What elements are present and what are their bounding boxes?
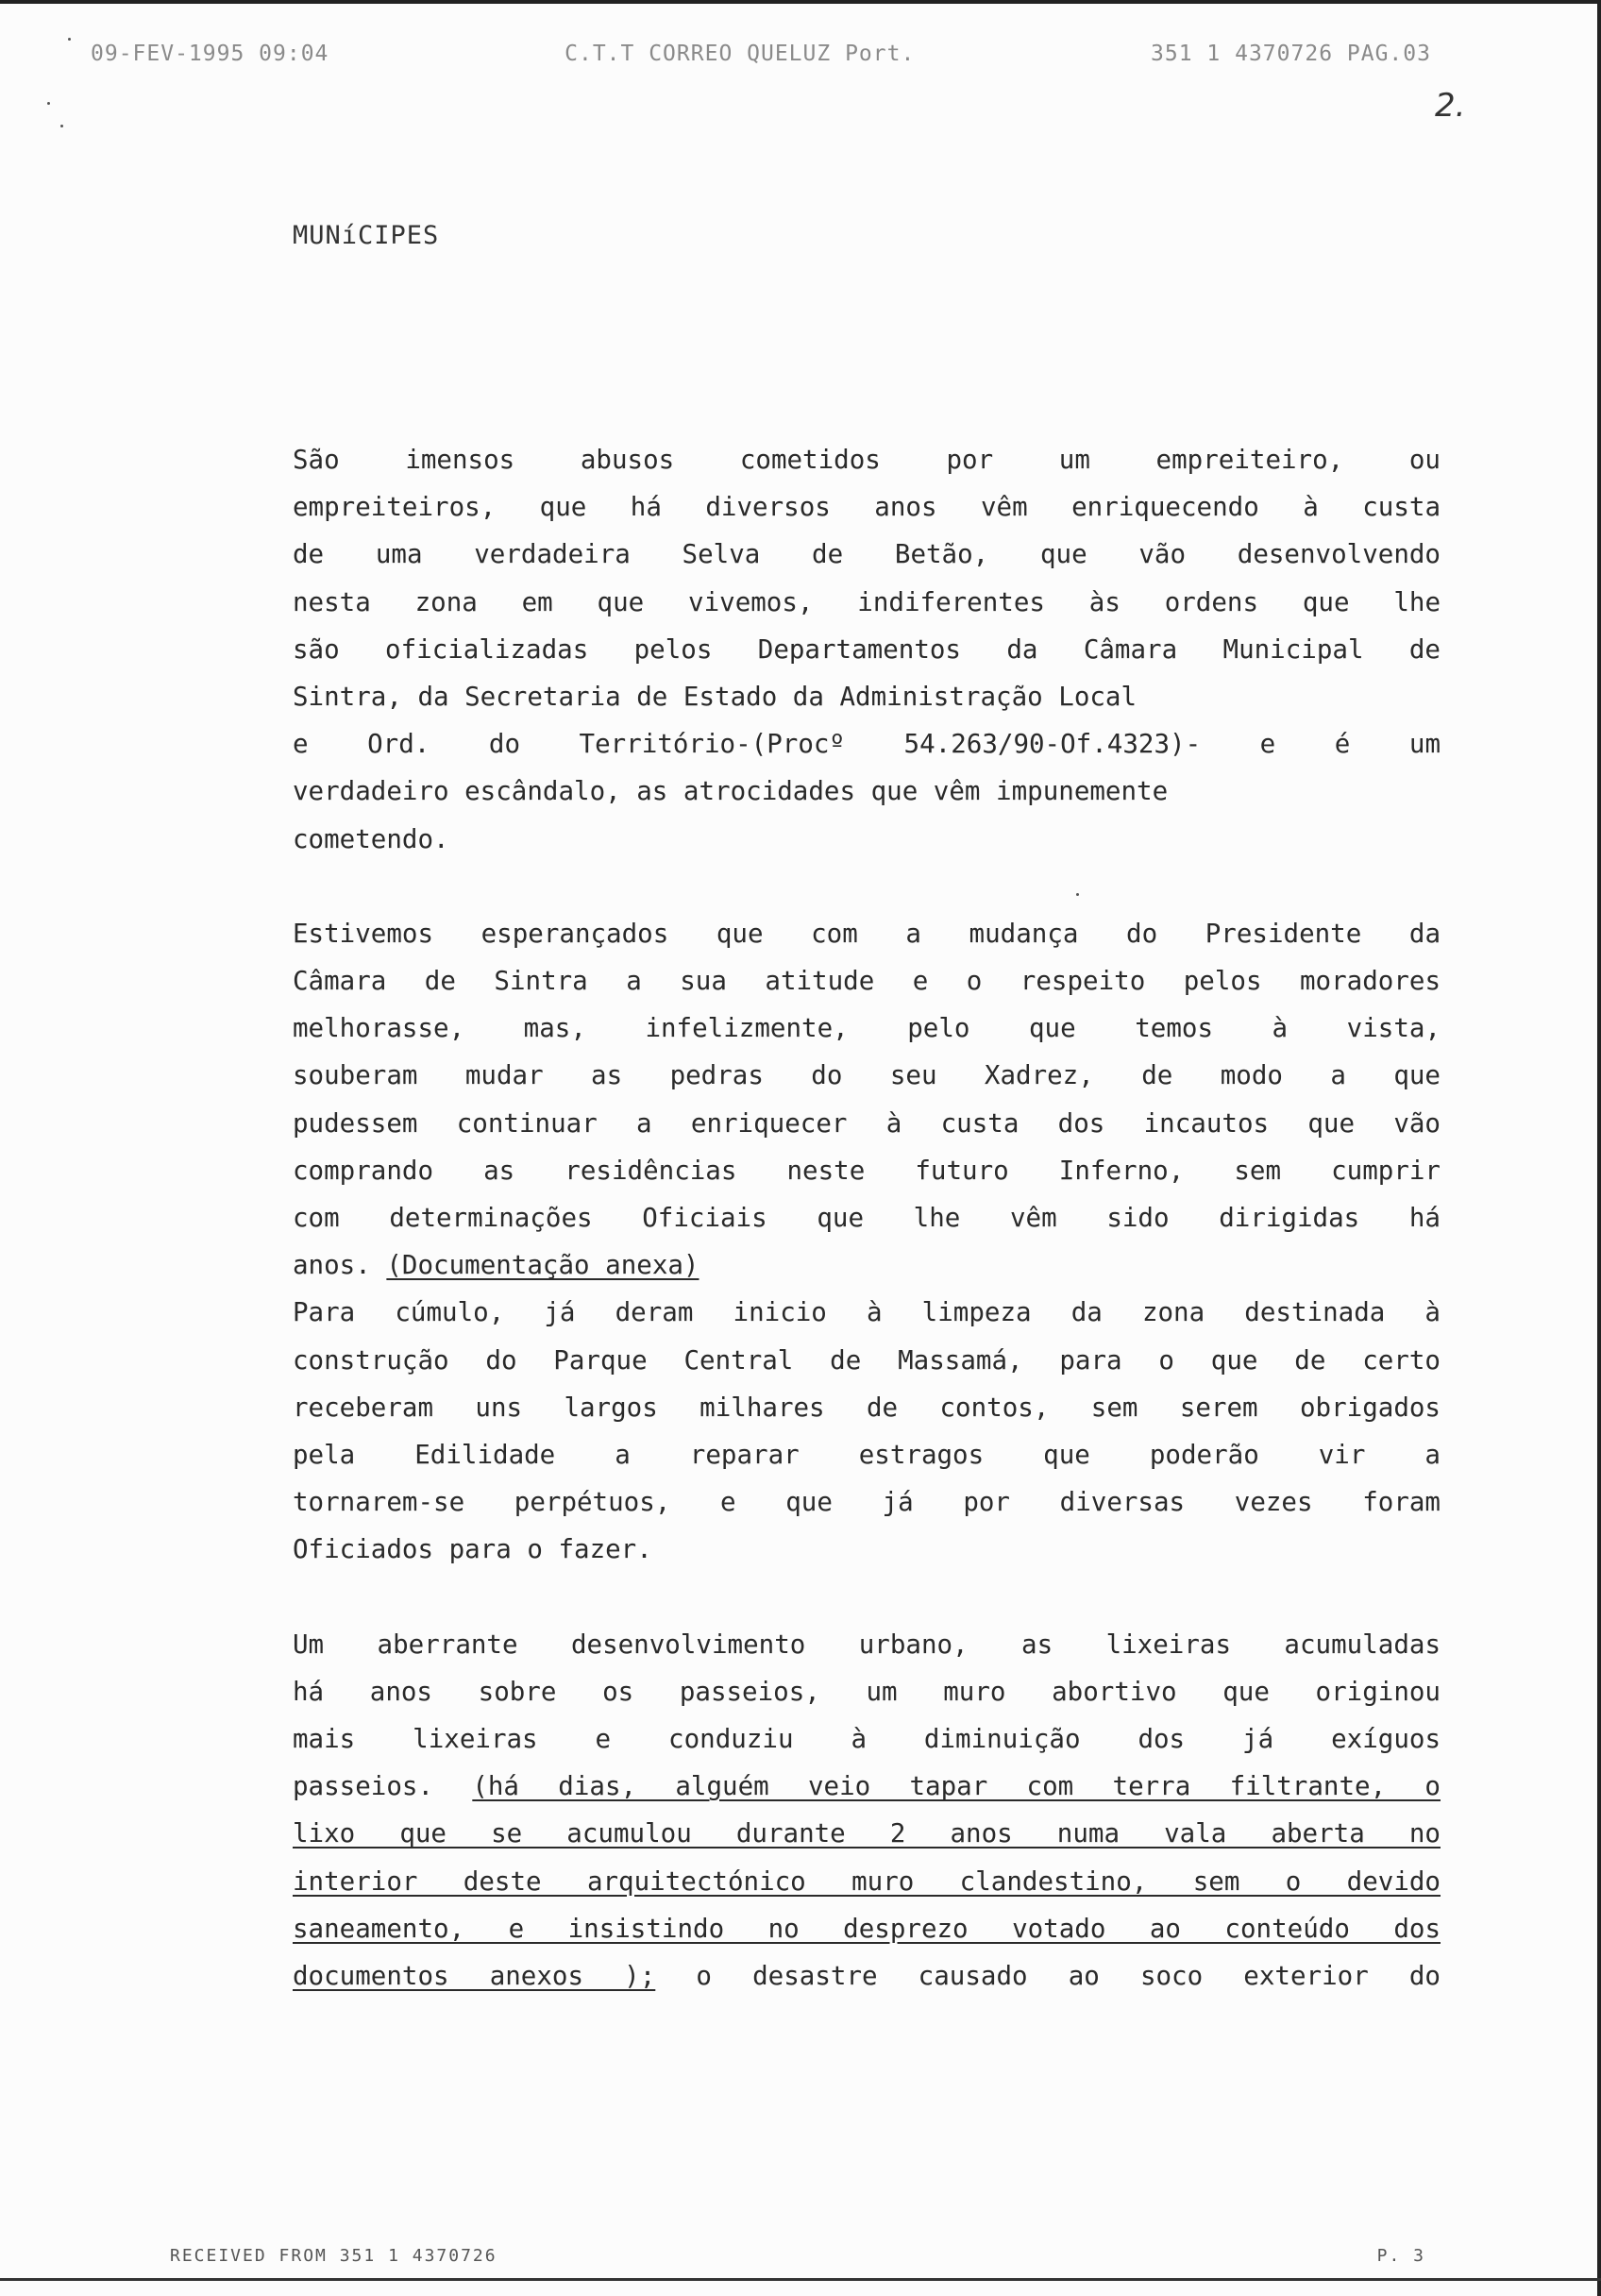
- text-line: melhorasse, mas, infelizmente, pelo que temos à vista,: [293, 1013, 1441, 1044]
- text-line: empreiteiros, que há diversos anos vêm enriquecendo à custa: [293, 492, 1441, 523]
- text-line: e Ord. do Território-(Procº 54.263/90-Of.4323)- e é um: [293, 729, 1441, 760]
- text-line: São imensos abusos cometidos por um empreiteiro, ou: [293, 445, 1441, 475]
- text-line: pela Edilidade a reparar estragos que poderão vir a: [293, 1439, 1441, 1470]
- page-border-top: [0, 0, 1601, 4]
- text-line: com determinações Oficiais que lhe vêm sido dirigidas há: [293, 1203, 1441, 1233]
- text-line: tornarem-se perpétuos, e que já por diversas vezes foram: [293, 1487, 1441, 1518]
- scan-speck: [47, 102, 50, 105]
- underlined-text: (há dias, alguém veio tapar com terra filtrante, o: [472, 1771, 1441, 1802]
- page-border-right: [1597, 0, 1601, 2296]
- underlined-line: interior deste arquitectónico muro clandestino, sem o devido: [293, 1866, 1441, 1897]
- text-line: receberam uns largos milhares de contos, sem serem obrigados: [293, 1392, 1441, 1423]
- text-line: há anos sobre os passeios, um muro abortivo que originou: [293, 1676, 1441, 1707]
- scan-speck: [68, 38, 71, 41]
- text-line: pudessem continuar a enriquecer à custa dos incautos que vão: [293, 1107, 1441, 1139]
- text-line: [293, 1952, 1441, 2000]
- paragraph-4: [293, 1621, 1441, 2001]
- addressee-heading: MUNíCIPES: [293, 221, 440, 250]
- text-line: souberam mudar as pedras do seu Xadrez, de modo a que: [293, 1060, 1441, 1091]
- paragraph-gap: [293, 863, 1441, 910]
- fax-footer: [170, 2246, 1425, 2266]
- fax-sender: C.T.T CORREO QUELUZ Port.: [565, 42, 916, 66]
- text-line: Câmara de Sintra a sua atitude e o respeito pelos moradores: [293, 966, 1441, 997]
- plain-text: o desastre causado ao soco exterior do: [696, 1961, 1441, 1991]
- footer-page-number: P. 3: [1376, 2246, 1425, 2266]
- text-line: são oficializadas pelos Departamentos da Câmara Municipal de: [293, 633, 1441, 665]
- text-line: mais lixeiras e conduziu à diminuição dos já exíguos: [293, 1724, 1441, 1755]
- paragraph-2: [293, 910, 1441, 1290]
- underlined-line: lixo que se acumulou durante 2 anos numa vala aberta no: [293, 1818, 1441, 1849]
- text-line: construção do Parque Central de Massamá, para o que de certo: [293, 1344, 1441, 1376]
- underlined-text: documentos anexos );: [293, 1961, 656, 1991]
- text-line: comprando as residências neste futuro Inferno, sem cumprir: [293, 1155, 1441, 1186]
- text-line: [293, 1763, 1441, 1810]
- closing-text: anos.: [293, 1250, 371, 1281]
- text-line: Para cúmulo, já deram inicio à limpeza da zona destinada à: [293, 1297, 1441, 1328]
- text-line: de uma verdadeira Selva de Betão, que vão desenvolvendo: [293, 539, 1441, 570]
- fax-date-time: 09-FEV-1995 09:04: [91, 42, 329, 66]
- text-line: verdadeiro escândalo, as atrocidades que vêm impunemente: [293, 776, 1169, 807]
- text-line: cometendo.: [293, 823, 449, 854]
- handwritten-page-number: 2.: [1435, 87, 1466, 125]
- text-line: nesta zona em que vivemos, indiferentes às ordens que lhe: [293, 586, 1441, 617]
- underlined-line: saneamento, e insistindo no desprezo votado ao conteúdo dos: [293, 1913, 1441, 1944]
- text-line: Oficiados para o fazer.: [293, 1534, 652, 1565]
- plain-text: passeios.: [293, 1771, 434, 1802]
- fax-number-page: 351 1 4370726 PAG.03: [1151, 42, 1431, 66]
- received-from: RECEIVED FROM 351 1 4370726: [170, 2246, 497, 2266]
- paragraph-1: [293, 436, 1441, 863]
- letter-body: [293, 436, 1441, 2000]
- scan-speck: [60, 125, 63, 127]
- paragraph-3: [293, 1289, 1441, 1573]
- text-line: [293, 1241, 1441, 1289]
- fax-header: [91, 42, 1431, 66]
- text-line: Sintra, da Secretaria de Estado da Administração Local: [293, 681, 1138, 712]
- underlined-reference: (Documentação anexa): [386, 1250, 699, 1281]
- page-border-bottom: [0, 2278, 1601, 2281]
- text-line: Estivemos esperançados que com a mudança do Presidente da: [293, 918, 1441, 949]
- text-line: Um aberrante desenvolvimento urbano, as lixeiras acumuladas: [293, 1629, 1441, 1660]
- paragraph-gap: [293, 1574, 1441, 1621]
